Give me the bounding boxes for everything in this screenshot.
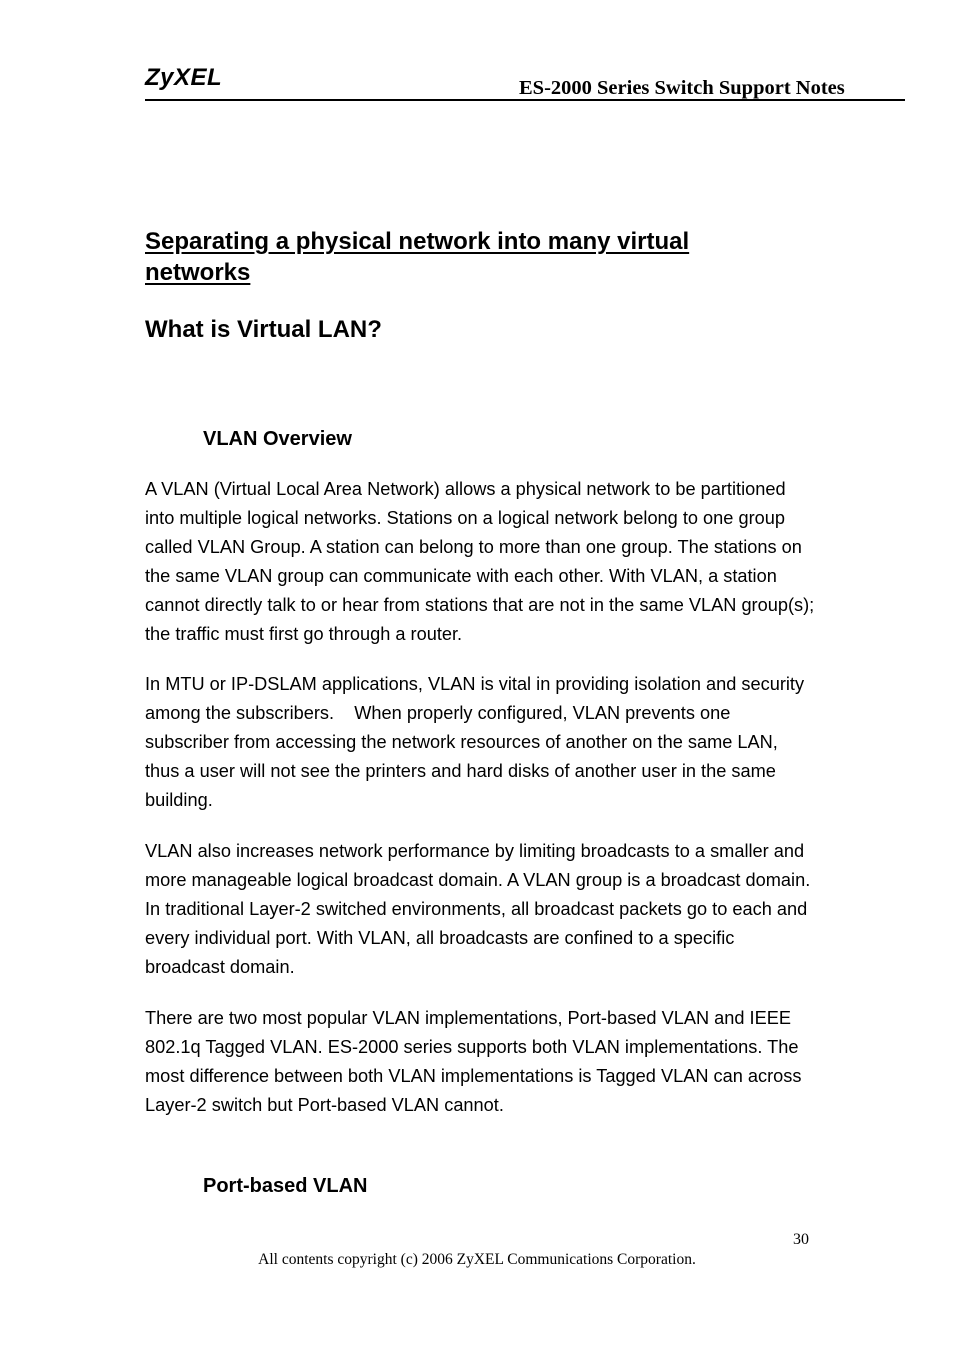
zyxel-logo: ZyXEL bbox=[145, 64, 223, 91]
page-number: 30 bbox=[793, 1231, 809, 1248]
copyright-notice: All contents copyright (c) 2006 ZyXEL Communications Corporation. bbox=[258, 1251, 696, 1268]
paragraph: In MTU or IP-DSLAM applications, VLAN is vital in providing isolation and security among the subscribers. When properly configured, VLAN prevents one subscriber from accessing the network resources of another on the same LAN, thus a user will not see the printers and hard disks of another user in the same building. bbox=[145, 674, 805, 810]
subsection-title-port-based-vlan: Port-based VLAN bbox=[203, 1175, 368, 1197]
document-title: ES-2000 Series Switch Support Notes bbox=[519, 77, 845, 99]
subsection-title-vlan-overview: VLAN Overview bbox=[203, 428, 352, 450]
paragraph: There are two most popular VLAN implementations, Port-based VLAN and IEEE 802.1q Tagged VLAN. ES-2000 series supports both VLAN implementations. The most difference between both VLAN implementations is Tagged VLAN can across Layer-2 switch but Port-based VLAN cannot. bbox=[145, 1008, 802, 1115]
section-heading: What is Virtual LAN? bbox=[145, 316, 382, 343]
header-divider bbox=[145, 99, 905, 101]
paragraph: A VLAN (Virtual Local Area Network) allows a physical network to be partitioned into multiple logical networks. Stations on a logical network belong to one group called VLAN Group. A station can belong to more than one group. The stations on the same VLAN group can communicate with each other. With VLAN, a station cannot directly talk to or hear from stations that are not in the same VLAN group(s); the traffic must first go through a router. bbox=[145, 479, 815, 644]
main-heading: Separating a physical network into many virtual networks bbox=[145, 228, 690, 286]
paragraph: VLAN also increases network performance by limiting broadcasts to a smaller and more manageable logical broadcast domain. A VLAN group is a broadcast domain. In traditional Layer-2 switched environments, all broadcast packets go to each and every individual port. With VLAN, all broadcasts are confined to a specific broadcast domain. bbox=[145, 841, 811, 977]
